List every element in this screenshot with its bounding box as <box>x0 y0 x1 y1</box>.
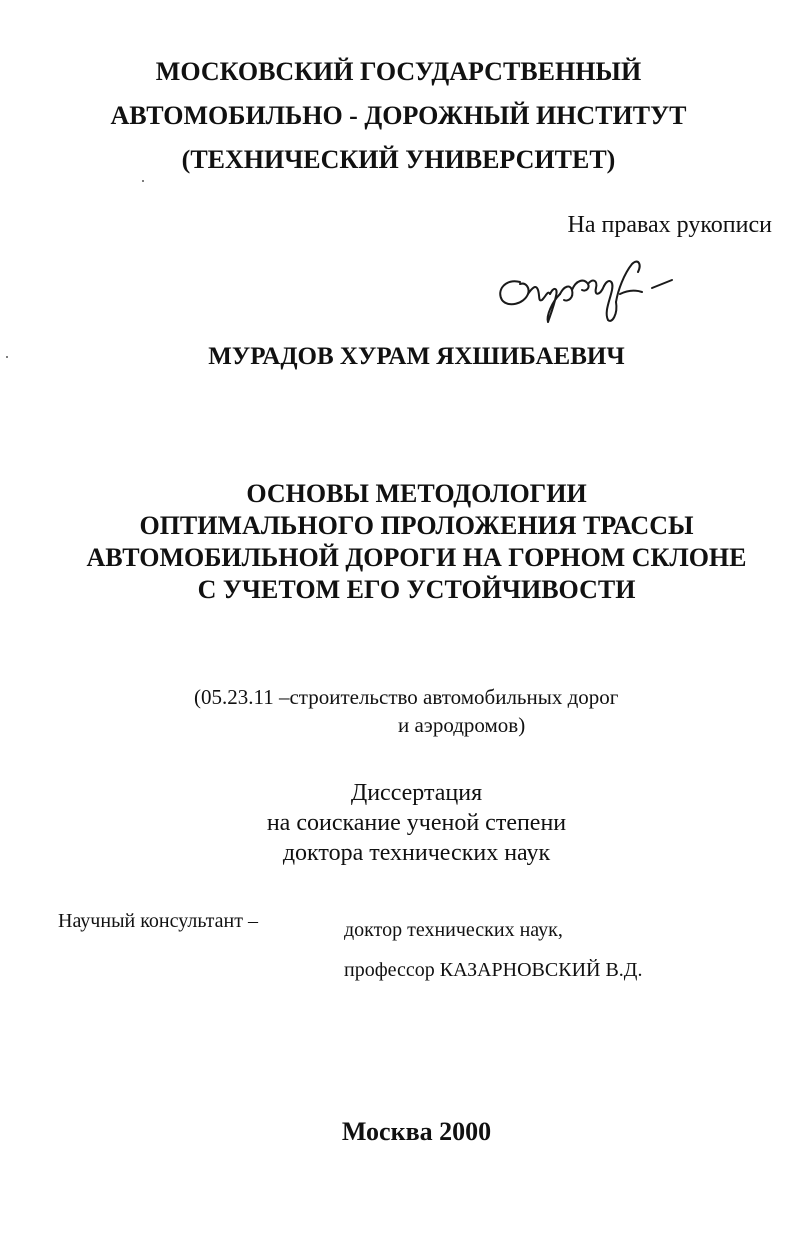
scan-speck <box>142 180 144 182</box>
scan-speck <box>6 356 8 358</box>
title-line-3: АВТОМОБИЛЬНОЙ ДОРОГИ НА ГОРНОМ СКЛОНЕ <box>86 543 747 572</box>
degree-line-1: Диссертация <box>350 780 483 806</box>
consultant-line-2: профессор КАЗАРНОВСКИЙ В.Д. <box>344 959 643 981</box>
institution-header <box>0 50 797 182</box>
handwritten-signature-icon <box>492 250 692 330</box>
institution-line-1: МОСКОВСКИЙ ГОСУДАРСТВЕННЫЙ <box>155 57 642 86</box>
manuscript-rights-note: На правах рукописи <box>567 212 772 238</box>
dissertation-title <box>0 478 797 606</box>
consultant-line-1: доктор технических наук, <box>344 919 563 941</box>
specialty-line-1: (05.23.11 –строительство автомобильных дорог <box>194 685 619 709</box>
title-line-2: ОПТИМАЛЬНОГО ПРОЛОЖЕНИЯ ТРАССЫ <box>139 511 694 540</box>
degree-line-3: доктора технических наук <box>282 840 551 866</box>
consultant-label: Научный консультант – <box>58 910 258 932</box>
institution-line-2: АВТОМОБИЛЬНО - ДОРОЖНЫЙ ИНСТИТУТ <box>110 101 687 130</box>
author-name: МУРАДОВ ХУРАМ ЯХШИБАЕВИЧ <box>208 343 625 370</box>
degree-line-2: на соискание ученой степени <box>266 810 567 836</box>
specialty-code <box>194 683 618 739</box>
city-and-year: Москва 2000 <box>341 1117 492 1146</box>
specialty-line-2: и аэродромов) <box>398 713 526 737</box>
degree-statement <box>0 778 797 868</box>
consultant-details <box>344 910 642 990</box>
title-line-4: С УЧЕТОМ ЕГО УСТОЙЧИВОСТИ <box>197 575 636 604</box>
institution-line-3: (ТЕХНИЧЕСКИЙ УНИВЕРСИТЕТ) <box>181 145 616 174</box>
title-line-1: ОСНОВЫ МЕТОДОЛОГИИ <box>246 479 587 508</box>
